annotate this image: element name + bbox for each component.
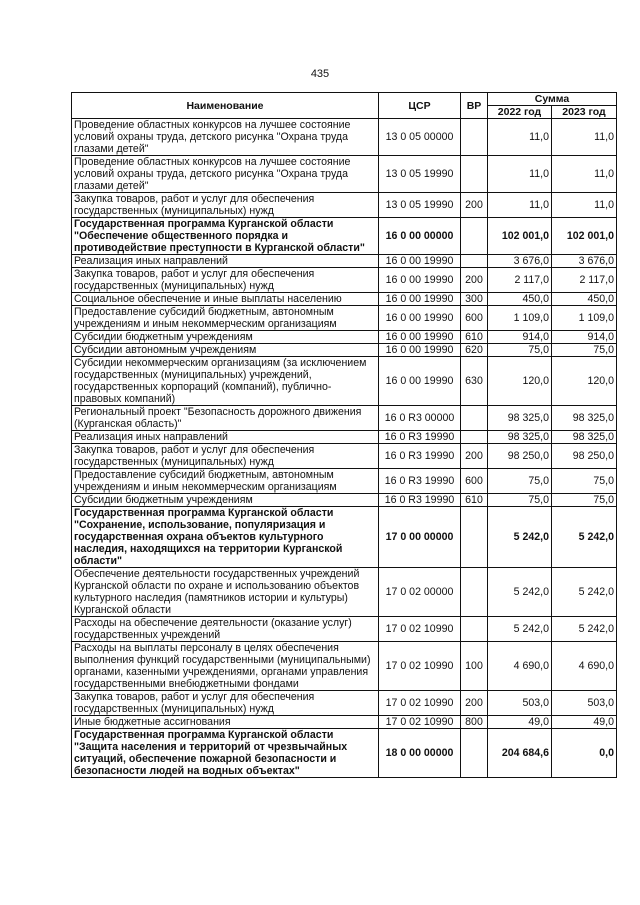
row-name: Субсидии автономным учреждениям (72, 344, 379, 357)
row-sum-2023: 450,0 (552, 293, 617, 306)
table-row (72, 293, 617, 306)
row-csr: 16 0 00 19990 (379, 357, 461, 406)
table-row (72, 306, 617, 331)
row-csr: 17 0 02 00000 (379, 568, 461, 617)
row-sum-2022: 11,0 (488, 156, 552, 193)
row-name: Закупка товаров, работ и услуг для обеспечения государственных (муниципальных) нужд (72, 444, 379, 469)
row-sum-2022: 98 325,0 (488, 431, 552, 444)
column-header-vr: ВР (461, 93, 488, 119)
row-sum-2023: 75,0 (552, 469, 617, 494)
row-csr: 13 0 05 19990 (379, 156, 461, 193)
row-vr: 200 (461, 691, 488, 716)
row-csr: 16 0 R3 19990 (379, 444, 461, 469)
table-row (72, 691, 617, 716)
row-vr: 600 (461, 306, 488, 331)
table-row (72, 716, 617, 729)
row-vr: 620 (461, 344, 488, 357)
row-sum-2023: 5 242,0 (552, 617, 617, 642)
row-sum-2022: 5 242,0 (488, 568, 552, 617)
row-vr (461, 406, 488, 431)
row-name: Субсидии бюджетным учреждениям (72, 331, 379, 344)
row-vr: 200 (461, 193, 488, 218)
row-sum-2023: 120,0 (552, 357, 617, 406)
row-sum-2023: 3 676,0 (552, 255, 617, 268)
row-name: Проведение областных конкурсов на лучшее состояние условий охраны труда, детского рисунка "Охрана труда глазами детей" (72, 119, 379, 156)
row-name: Предоставление субсидий бюджетным, автономным учреждениям и иным некоммерческим организациям (72, 469, 379, 494)
row-name: Предоставление субсидий бюджетным, автономным учреждениям и иным некоммерческим организациям (72, 306, 379, 331)
row-csr: 16 0 R3 00000 (379, 406, 461, 431)
table-row (72, 494, 617, 507)
row-sum-2023: 49,0 (552, 716, 617, 729)
row-vr (461, 729, 488, 778)
row-vr (461, 568, 488, 617)
row-sum-2023: 11,0 (552, 156, 617, 193)
row-sum-2022: 2 117,0 (488, 268, 552, 293)
row-sum-2022: 204 684,6 (488, 729, 552, 778)
row-name: Реализация иных направлений (72, 255, 379, 268)
row-sum-2023: 4 690,0 (552, 642, 617, 691)
row-csr: 17 0 02 10990 (379, 691, 461, 716)
row-name: Субсидии бюджетным учреждениям (72, 494, 379, 507)
row-sum-2022: 75,0 (488, 344, 552, 357)
row-sum-2023: 11,0 (552, 193, 617, 218)
row-name: Иные бюджетные ассигнования (72, 716, 379, 729)
row-csr: 16 0 00 19990 (379, 255, 461, 268)
table-row (72, 344, 617, 357)
row-sum-2022: 98 250,0 (488, 444, 552, 469)
row-sum-2023: 11,0 (552, 119, 617, 156)
row-sum-2022: 11,0 (488, 193, 552, 218)
column-header-name: Наименование (72, 93, 379, 119)
table-row (72, 357, 617, 406)
table-body (72, 119, 617, 778)
row-csr: 13 0 05 19990 (379, 193, 461, 218)
row-sum-2023: 98 250,0 (552, 444, 617, 469)
table-row (72, 406, 617, 431)
row-sum-2022: 450,0 (488, 293, 552, 306)
row-csr: 16 0 00 19990 (379, 331, 461, 344)
row-name: Субсидии некоммерческим организациям (за исключением государственных (муниципальных) учреждений, государственных корпораций (компаний), публично-правовых компаний) (72, 357, 379, 406)
row-sum-2023: 5 242,0 (552, 507, 617, 568)
row-name: Реализация иных направлений (72, 431, 379, 444)
row-sum-2023: 2 117,0 (552, 268, 617, 293)
column-header-2023: 2023 год (552, 106, 617, 119)
row-csr: 16 0 R3 19990 (379, 494, 461, 507)
row-vr (461, 218, 488, 255)
row-sum-2023: 98 325,0 (552, 431, 617, 444)
row-vr (461, 255, 488, 268)
row-csr: 17 0 02 10990 (379, 716, 461, 729)
row-sum-2022: 1 109,0 (488, 306, 552, 331)
row-vr (461, 156, 488, 193)
row-sum-2022: 503,0 (488, 691, 552, 716)
row-sum-2023: 503,0 (552, 691, 617, 716)
row-csr: 17 0 02 10990 (379, 642, 461, 691)
row-vr: 610 (461, 494, 488, 507)
row-vr: 100 (461, 642, 488, 691)
row-vr: 200 (461, 444, 488, 469)
row-csr: 16 0 00 19990 (379, 344, 461, 357)
table-row (72, 255, 617, 268)
row-sum-2022: 5 242,0 (488, 507, 552, 568)
row-name: Государственная программа Курганской области "Сохранение, использование, популяризация и государственная охрана объектов культурного наследия, находящихся на территории Курганской области" (72, 507, 379, 568)
row-csr: 17 0 02 10990 (379, 617, 461, 642)
row-vr: 800 (461, 716, 488, 729)
row-csr: 16 0 00 19990 (379, 293, 461, 306)
row-sum-2022: 3 676,0 (488, 255, 552, 268)
row-sum-2022: 102 001,0 (488, 218, 552, 255)
table-row (72, 444, 617, 469)
row-sum-2022: 5 242,0 (488, 617, 552, 642)
table-row (72, 431, 617, 444)
row-name: Закупка товаров, работ и услуг для обеспечения государственных (муниципальных) нужд (72, 193, 379, 218)
table-row (72, 218, 617, 255)
row-name: Проведение областных конкурсов на лучшее состояние условий охраны труда, детского рисунка "Охрана труда глазами детей" (72, 156, 379, 193)
row-name: Закупка товаров, работ и услуг для обеспечения государственных (муниципальных) нужд (72, 691, 379, 716)
table-row (72, 193, 617, 218)
table-row (72, 469, 617, 494)
row-sum-2023: 914,0 (552, 331, 617, 344)
row-csr: 16 0 00 19990 (379, 306, 461, 331)
table-row (72, 268, 617, 293)
row-csr: 16 0 R3 19990 (379, 469, 461, 494)
row-sum-2022: 98 325,0 (488, 406, 552, 431)
row-csr: 17 0 00 00000 (379, 507, 461, 568)
row-name: Обеспечение деятельности государственных учреждений Курганской области по охране и использованию объектов культурного наследия (памятников истории и культуры) Курганской области (72, 568, 379, 617)
table-row (72, 642, 617, 691)
row-sum-2022: 4 690,0 (488, 642, 552, 691)
row-sum-2022: 49,0 (488, 716, 552, 729)
row-vr (461, 119, 488, 156)
row-name: Расходы на выплаты персоналу в целях обеспечения выполнения функций государственными (муниципальными) органами, казенными учреждениями, органами управления государственными внебюджетными фондами (72, 642, 379, 691)
row-csr: 16 0 00 00000 (379, 218, 461, 255)
row-sum-2023: 75,0 (552, 344, 617, 357)
row-name: Расходы на обеспечение деятельности (оказание услуг) государственных учреждений (72, 617, 379, 642)
row-name: Государственная программа Курганской области "Обеспечение общественного порядка и противодействие преступности в Курганской области" (72, 218, 379, 255)
table-row (72, 119, 617, 156)
table-row (72, 568, 617, 617)
table-row (72, 156, 617, 193)
row-vr: 200 (461, 268, 488, 293)
column-header-2022: 2022 год (488, 106, 552, 119)
row-vr: 300 (461, 293, 488, 306)
row-csr: 16 0 R3 19990 (379, 431, 461, 444)
table-row (72, 729, 617, 778)
row-sum-2022: 75,0 (488, 494, 552, 507)
row-sum-2023: 102 001,0 (552, 218, 617, 255)
table-row (72, 331, 617, 344)
row-sum-2022: 914,0 (488, 331, 552, 344)
row-vr (461, 431, 488, 444)
row-sum-2022: 11,0 (488, 119, 552, 156)
row-vr: 610 (461, 331, 488, 344)
header-row (72, 93, 617, 106)
row-name: Закупка товаров, работ и услуг для обеспечения государственных (муниципальных) нужд (72, 268, 379, 293)
column-header-csr: ЦСР (379, 93, 461, 119)
row-csr: 18 0 00 00000 (379, 729, 461, 778)
row-name: Социальное обеспечение и иные выплаты населению (72, 293, 379, 306)
row-csr: 13 0 05 00000 (379, 119, 461, 156)
row-sum-2023: 1 109,0 (552, 306, 617, 331)
row-sum-2023: 75,0 (552, 494, 617, 507)
row-sum-2023: 98 325,0 (552, 406, 617, 431)
row-name: Государственная программа Курганской области "Защита населения и территорий от чрезвычайных ситуаций, обеспечение пожарной безопасности и безопасности людей на водных объектах" (72, 729, 379, 778)
row-vr (461, 507, 488, 568)
budget-table (71, 92, 617, 778)
row-sum-2023: 5 242,0 (552, 568, 617, 617)
row-vr: 600 (461, 469, 488, 494)
page-number: 435 (310, 68, 330, 80)
table-row (72, 507, 617, 568)
row-sum-2022: 75,0 (488, 469, 552, 494)
row-vr (461, 617, 488, 642)
column-header-sum: Сумма (488, 93, 617, 106)
row-sum-2022: 120,0 (488, 357, 552, 406)
row-csr: 16 0 00 19990 (379, 268, 461, 293)
row-sum-2023: 0,0 (552, 729, 617, 778)
row-vr: 630 (461, 357, 488, 406)
table-row (72, 617, 617, 642)
row-name: Региональный проект "Безопасность дорожного движения (Курганская область)" (72, 406, 379, 431)
